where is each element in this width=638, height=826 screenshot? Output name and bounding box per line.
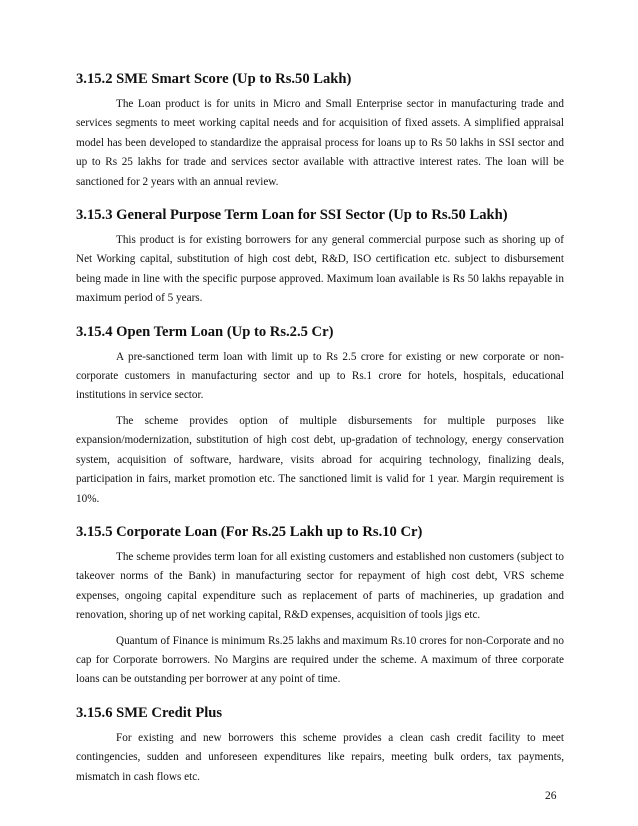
section-open-term-loan <box>76 323 564 509</box>
paragraph: This product is for existing borrowers for any general commercial purpose such as shoring up of Net Working capital, substitution of high cost debt, R&D, ISO certification etc. subject to disbursement being made in line with the specific purpose approved. Maximum loan available is Rs 50 lakhs repayable in maximum period of 5 years. <box>76 234 564 305</box>
page-number: 26 <box>545 790 557 802</box>
section-heading: 3.15.4 Open Term Loan (Up to Rs.2.5 Cr) <box>76 323 334 340</box>
paragraph: The Loan product is for units in Micro and Small Enterprise sector in manufacturing trade and services segments to meet working capital needs and for acquisition of fixed assets. A simplified appraisal model has been developed to standardize the appraisal process for loans up to Rs 50 lakhs in SSI sector and up to Rs 25 lakhs for trade and services sector available with attractive interest rates. The loan will be sanctioned for 2 years with an annual review. <box>76 98 564 188</box>
page-content <box>76 62 564 793</box>
section-sme-smart-score <box>76 70 564 192</box>
section-heading: 3.15.6 SME Credit Plus <box>76 704 223 721</box>
section-heading: 3.15.3 General Purpose Term Loan for SSI Sector (Up to Rs.50 Lakh) <box>76 207 508 224</box>
section-sme-credit-plus <box>76 704 564 787</box>
section-heading: 3.15.2 SME Smart Score (Up to Rs.50 Lakh) <box>76 71 352 87</box>
section-corporate-loan <box>76 523 564 690</box>
section-general-purpose-term-loan <box>76 206 564 309</box>
paragraph: Quantum of Finance is minimum Rs.25 lakhs and maximum Rs.10 crores for non-Corporate and no cap for Corporate borrowers. No Margins are required under the scheme. A maximum of three corporate loans can be outstanding per borrower at any point of time. <box>76 634 564 686</box>
section-heading: 3.15.5 Corporate Loan (For Rs.25 Lakh up to Rs.10 Cr) <box>76 523 423 540</box>
paragraph: For existing and new borrowers this scheme provides a clean cash credit facility to meet contingencies, sudden and unforeseen expenditures like repairs, meeting bulk orders, tax payments, mismatch in cash flows etc. <box>76 731 564 783</box>
paragraph: A pre-sanctioned term loan with limit up to Rs 2.5 crore for existing or new corporate or non-corporate customers in manufacturing sector and up to Rs.1 crore for hotels, hospitals, educational institutions in service sector. <box>76 350 564 402</box>
paragraph: The scheme provides term loan for all existing customers and established non customers (subject to takeover norms of the Bank) in manufacturing sector for repayment of high cost debt, VRS scheme expenses, ongoing capital expenditure such as replacement of parts of machineries, up gradation and renovation, shoring up of net working capital, R&D expenses, acquisition of tools jigs etc. <box>76 550 564 622</box>
paragraph: The scheme provides option of multiple disbursements for multiple purposes like expansion/modernization, substitution of high cost debt, up-gradation of technology, energy conservation system, acquisition of software, hardware, visits abroad for acquiring technology, finalizing deals, participation in fairs, market promotion etc. The sanctioned limit is valid for 1 year. Margin requirement is 10%. <box>76 414 564 505</box>
